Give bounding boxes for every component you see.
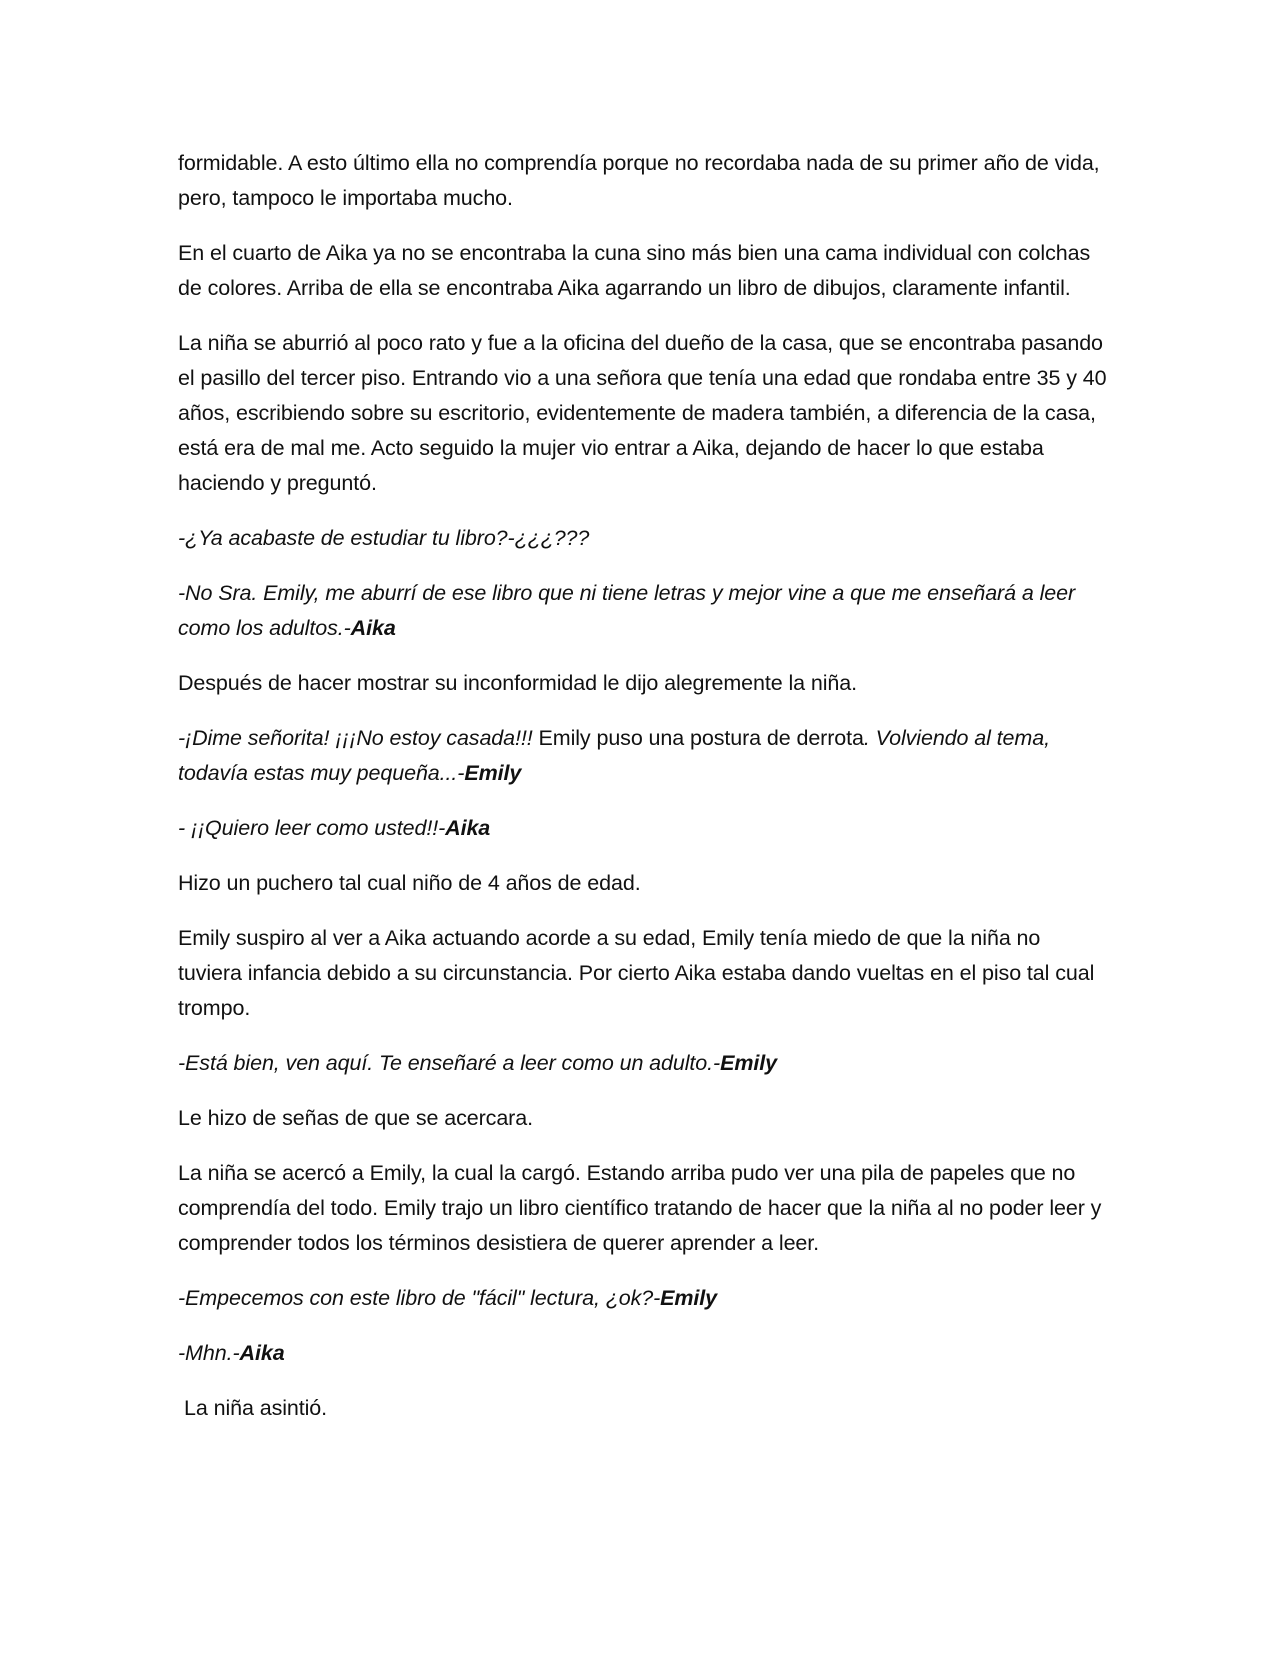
paragraph	[178, 146, 1108, 216]
dialogue-text: -¡Dime señorita! ¡¡¡No estoy casada!!!	[178, 726, 533, 750]
dialogue-text: -No Sra. Emily, me aburrí de ese libro que ni tiene letras y mejor vine a que me enseñará a leer como los adultos.-	[178, 581, 1076, 640]
narration-text: Emily puso una postura de derrota	[532, 726, 864, 750]
dialogue-line	[178, 576, 1108, 646]
dialogue-text: -Empecemos con este libro de "fácil" lectura, ¿ok?-	[178, 1286, 661, 1310]
paragraph	[178, 1101, 1108, 1136]
speaker-name: Emily	[464, 761, 522, 785]
paragraph	[178, 1156, 1108, 1261]
speaker-name: Emily	[660, 1286, 718, 1310]
document-page	[178, 146, 1108, 1446]
paragraph	[178, 921, 1108, 1026]
dialogue-line	[178, 1281, 1108, 1316]
dialogue-line	[178, 811, 1108, 846]
dialogue-text: - ¡¡Quiero leer como usted!!-	[178, 816, 446, 840]
text-run: formidable. A esto último ella no comprendía porque no recordaba nada de su primer año de vida, pero, tampoco le importaba mucho.	[178, 151, 1100, 210]
text-run: En el cuarto de Aika ya no se encontraba la cuna sino más bien una cama individual con colchas de colores. Arriba de ella se encontraba Aika agarrando un libro de dibujos, claramente infantil.	[178, 241, 1091, 300]
speaker-name: Aika	[445, 816, 491, 840]
text-run: La niña asintió.	[184, 1396, 328, 1420]
dialogue-line	[178, 1336, 1108, 1371]
dialogue-line	[178, 721, 1108, 791]
paragraph	[178, 666, 1108, 701]
text-run: Después de hacer mostrar su inconformidad le dijo alegremente la niña.	[178, 671, 857, 695]
text-run: La niña se acercó a Emily, la cual la cargó. Estando arriba pudo ver una pila de papeles que no comprendía del todo. Emily trajo un libro científico tratando de hacer que la niña al no poder leer y comprender todos los términos desistiera de querer aprender a leer.	[178, 1161, 1102, 1255]
text-run: Emily suspiro al ver a Aika actuando acorde a su edad, Emily tenía miedo de que la niña no tuviera infancia debido a su circunstancia. Por cierto Aika estaba dando vueltas en el piso tal cual trompo.	[178, 926, 1095, 1020]
dialogue-text: . Volviendo al tema, todavía estas muy pequeña...-	[178, 726, 1050, 785]
text-run: Hizo un puchero tal cual niño de 4 años de edad.	[178, 871, 641, 895]
dialogue-text: -Está bien, ven aquí. Te enseñaré a leer como un adulto.-	[178, 1051, 721, 1075]
dialogue-line	[178, 1046, 1108, 1081]
text-run: La niña se aburrió al poco rato y fue a la oficina del dueño de la casa, que se encontraba pasando el pasillo del tercer piso. Entrando vio a una señora que tenía una edad que rondaba entre 35 y 40 años, escribiendo sobre su escritorio, evidentemente de madera también, a diferencia de la casa, está era de mal me. Acto seguido la mujer vio entrar a Aika, dejando de hacer lo que estaba haciendo y preguntó.	[178, 331, 1107, 495]
paragraph	[178, 866, 1108, 901]
paragraph	[178, 1391, 1108, 1426]
speaker-name: Aika	[350, 616, 396, 640]
speaker-name: Emily	[720, 1051, 777, 1075]
dialogue-line	[178, 521, 1108, 556]
text-run: Le hizo de señas de que se acercara.	[178, 1106, 533, 1130]
paragraph	[178, 236, 1108, 306]
speaker-name: Aika	[239, 1341, 285, 1365]
dialogue-text: -Mhn.-	[178, 1341, 240, 1365]
dialogue-text: -¿Ya acabaste de estudiar tu libro?-¿¿¿???	[178, 526, 590, 550]
paragraph	[178, 326, 1108, 501]
